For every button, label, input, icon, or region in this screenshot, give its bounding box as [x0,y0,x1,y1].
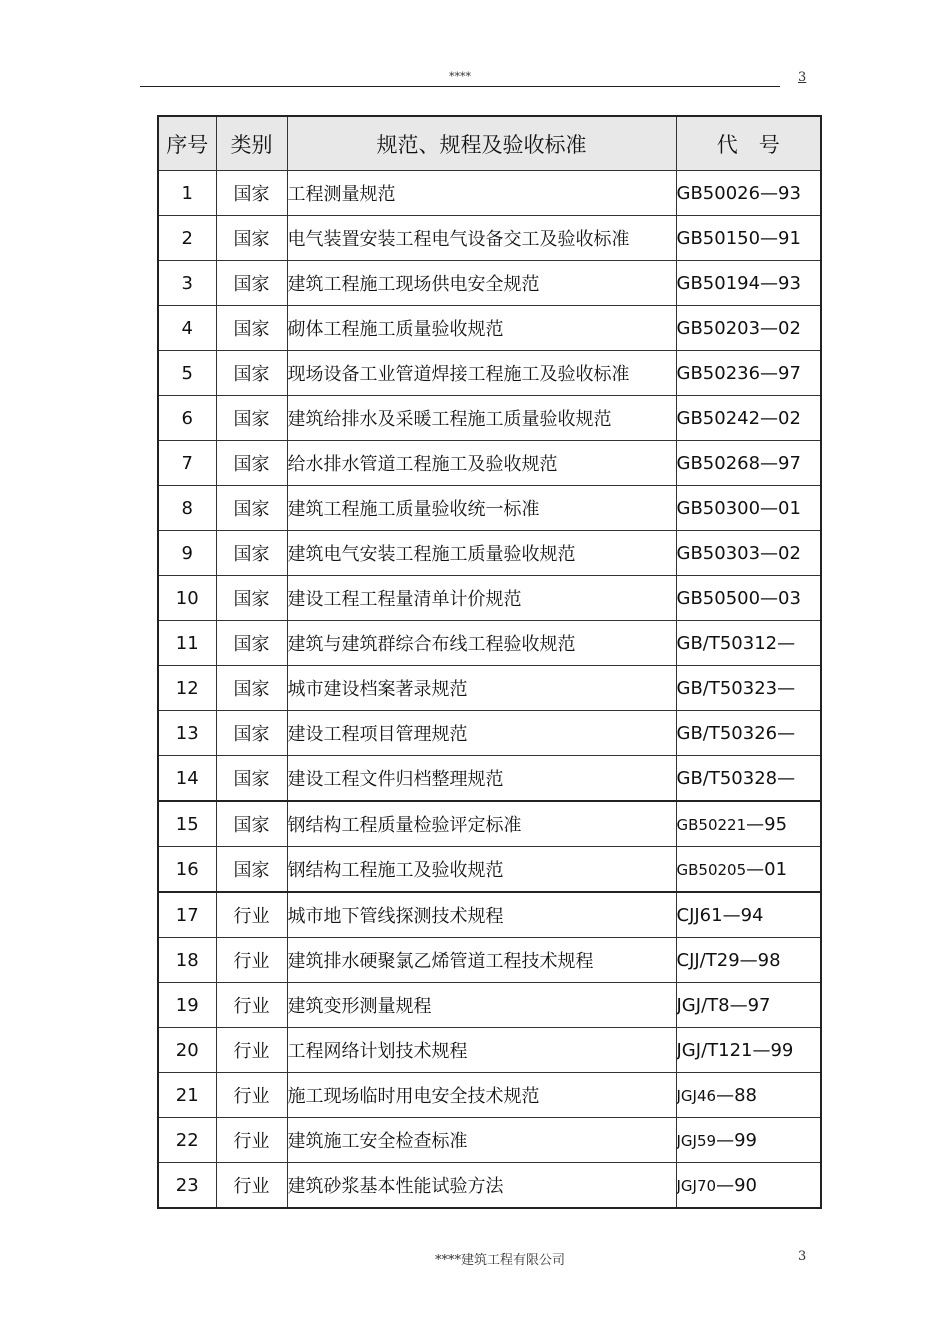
row-index: 10 [158,576,216,621]
row-index: 5 [158,351,216,396]
table-row [158,983,821,1028]
row-index: 15 [158,801,216,847]
row-index: 14 [158,756,216,802]
table-row [158,666,821,711]
table-row [158,711,821,756]
table-header-row [158,116,821,171]
row-index: 3 [158,261,216,306]
standards-table [157,115,822,1209]
row-code [676,1163,821,1209]
row-standard-name: 建筑与建筑群综合布线工程验收规范 [287,621,676,666]
row-category: 行业 [216,892,287,938]
header-category: 类别 [216,116,287,171]
row-code: GB50026—93 [676,171,821,216]
row-standard-name: 建筑砂浆基本性能试验方法 [287,1163,676,1209]
table-row [158,261,821,306]
row-index: 16 [158,847,216,893]
row-standard-name: 钢结构工程质量检验评定标准 [287,801,676,847]
row-index: 7 [158,441,216,486]
table-row [158,396,821,441]
row-code: GB50500—03 [676,576,821,621]
row-standard-name: 建筑工程施工现场供电安全规范 [287,261,676,306]
table-row [158,216,821,261]
row-code: CJJ61—94 [676,892,821,938]
row-code: GB50303—02 [676,531,821,576]
table-row [158,1118,821,1163]
row-standard-name: 钢结构工程施工及验收规范 [287,847,676,893]
row-code-suffix: —88 [716,1084,757,1106]
row-index: 11 [158,621,216,666]
table-row [158,847,821,893]
table-row [158,938,821,983]
row-code-prefix: GB50221 [676,815,747,834]
row-category: 国家 [216,441,287,486]
row-category: 行业 [216,983,287,1028]
row-standard-name: 现场设备工业管道焊接工程施工及验收标准 [287,351,676,396]
row-code: GB/T50323— [676,666,821,711]
table-row [158,621,821,666]
row-category: 国家 [216,756,287,802]
row-index: 23 [158,1163,216,1209]
row-category: 国家 [216,351,287,396]
table-row [158,1163,821,1209]
row-code: GB50194—93 [676,261,821,306]
row-code: GB/T50326— [676,711,821,756]
row-index: 19 [158,983,216,1028]
header-index: 序号 [158,116,216,171]
row-code [676,847,821,893]
row-standard-name: 工程网络计划技术规程 [287,1028,676,1073]
row-standard-name: 建设工程工程量清单计价规范 [287,576,676,621]
footer-page-number: 3 [798,1249,807,1264]
row-code [676,801,821,847]
row-category: 行业 [216,1028,287,1073]
header-standard-name: 规范、规程及验收标准 [287,116,676,171]
row-index: 1 [158,171,216,216]
header-code: 代 号 [676,116,821,171]
row-standard-name: 建设工程项目管理规范 [287,711,676,756]
row-category: 国家 [216,801,287,847]
table-row [158,531,821,576]
row-standard-name: 建筑电气安装工程施工质量验收规范 [287,531,676,576]
row-code: GB/T50328— [676,756,821,802]
row-standard-name: 电气装置安装工程电气设备交工及验收标准 [287,216,676,261]
row-category: 国家 [216,261,287,306]
row-standard-name: 城市建设档案著录规范 [287,666,676,711]
row-category: 国家 [216,531,287,576]
table-body [158,171,821,1209]
row-code: JGJ/T121—99 [676,1028,821,1073]
row-category: 国家 [216,711,287,756]
row-category: 行业 [216,1118,287,1163]
row-code [676,1118,821,1163]
row-code: GB50203—02 [676,306,821,351]
header-rule [140,86,780,87]
row-category: 国家 [216,216,287,261]
row-code: GB50242—02 [676,396,821,441]
row-index: 4 [158,306,216,351]
table-row [158,171,821,216]
row-code-prefix: JGJ70 [676,1176,717,1195]
row-standard-name: 建筑排水硬聚氯乙烯管道工程技术规程 [287,938,676,983]
row-category: 行业 [216,1073,287,1118]
row-index: 8 [158,486,216,531]
row-index: 17 [158,892,216,938]
row-standard-name: 建筑施工安全检查标准 [287,1118,676,1163]
row-standard-name: 建筑变形测量规程 [287,983,676,1028]
row-index: 21 [158,1073,216,1118]
row-category: 国家 [216,306,287,351]
row-code-prefix: JGJ46 [676,1086,717,1105]
table-row [158,1073,821,1118]
row-category: 国家 [216,576,287,621]
table-row [158,486,821,531]
row-index: 2 [158,216,216,261]
row-category: 国家 [216,847,287,893]
row-index: 12 [158,666,216,711]
row-index: 22 [158,1118,216,1163]
row-standard-name: 工程测量规范 [287,171,676,216]
row-category: 国家 [216,621,287,666]
row-index: 6 [158,396,216,441]
row-category: 行业 [216,938,287,983]
row-code: JGJ/T8—97 [676,983,821,1028]
row-index: 13 [158,711,216,756]
row-category: 国家 [216,666,287,711]
row-code [676,1073,821,1118]
row-standard-name: 施工现场临时用电安全技术规范 [287,1073,676,1118]
row-code: GB/T50312— [676,621,821,666]
footer-company: ****建筑工程有限公司 [434,1253,565,1268]
row-index: 9 [158,531,216,576]
row-code-suffix: —90 [716,1174,757,1196]
table-row [158,892,821,938]
row-standard-name: 城市地下管线探测技术规程 [287,892,676,938]
row-category: 国家 [216,171,287,216]
row-standard-name: 砌体工程施工质量验收规范 [287,306,676,351]
table-row [158,1028,821,1073]
row-code: GB50150—91 [676,216,821,261]
row-standard-name: 建筑给排水及采暖工程施工质量验收规范 [287,396,676,441]
table-row [158,801,821,847]
row-index: 18 [158,938,216,983]
row-code-suffix: —99 [716,1129,757,1151]
header-page-number: 3 [798,70,807,85]
row-code: GB50236—97 [676,351,821,396]
table-row [158,756,821,802]
row-category: 国家 [216,396,287,441]
row-code: CJJ/T29—98 [676,938,821,983]
table-row [158,351,821,396]
row-category: 行业 [216,1163,287,1209]
table-row [158,306,821,351]
row-code-suffix: —01 [746,858,788,880]
row-index: 20 [158,1028,216,1073]
row-code-prefix: GB50205 [676,860,747,879]
row-code: GB50300—01 [676,486,821,531]
row-code-suffix: —95 [746,813,788,835]
row-category: 国家 [216,486,287,531]
table-row [158,576,821,621]
row-code-prefix: JGJ59 [676,1131,717,1150]
row-code: GB50268—97 [676,441,821,486]
row-standard-name: 建设工程文件归档整理规范 [287,756,676,802]
row-standard-name: 建筑工程施工质量验收统一标准 [287,486,676,531]
table-row [158,441,821,486]
row-standard-name: 给水排水管道工程施工及验收规范 [287,441,676,486]
header-mark: **** [449,70,471,83]
